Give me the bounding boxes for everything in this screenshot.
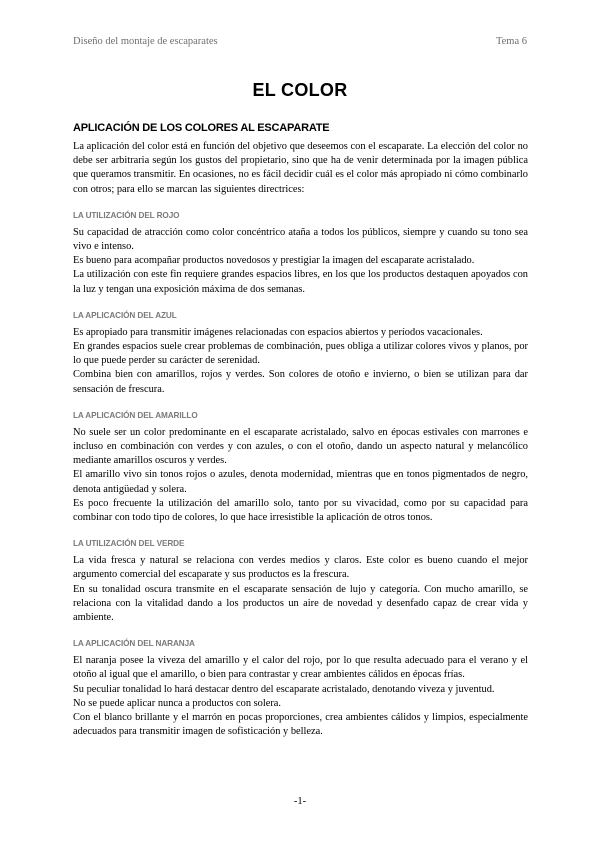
page-number: -1- [293, 796, 307, 807]
header-document-title: Diseño del montaje de escaparates [73, 36, 218, 47]
page-header [73, 36, 527, 47]
paragraph: La utilización con este fin requiere grandes espacios libres, en los que los productos destaquen apoyados con la luz y tengan una exposición máxima de dos semanas. [73, 269, 528, 295]
paragraph: Es bueno para acompañar productos novedosos y prestigiar la imagen del escaparate acristalado. [73, 255, 475, 267]
paragraph: Su capacidad de atracción como color concéntrico ataña a todos los públicos, siempre y cuando su tono sea vivo e intenso. [73, 226, 528, 253]
subsection-yellow [73, 411, 528, 525]
header-topic: Tema 6 [495, 36, 527, 47]
paragraph: En grandes espacios suele crear problemas de combinación, pues obliga a utilizar colores vivos y planos, por lo que puede perder su carácter de serenidad. [73, 341, 528, 367]
paragraph: Es poco frecuente la utilización del amarillo solo, tanto por su vivacidad, como por su capacidad para combinar con todo tipo de colores, lo que hace irresistible la aplicación de otros tonos. [73, 497, 528, 524]
page-title: EL COLOR [252, 80, 348, 100]
subsection-title: LA APLICACIÓN DEL NARANJA [73, 639, 195, 649]
paragraph: En su tonalidad oscura transmite en el escaparate sensación de lujo y categoría. Con mucho amarillo, se relaciona con la vitalidad dando a los productos un aire de novedad y desenfado capaz de crear vida y ambiente. [73, 583, 528, 624]
paragraph: El naranja posee la viveza del amarillo y el calor del rojo, por lo que resulta adecuado para el verano y el otoño al igual que el amarillo, o bien para contrastar y crear ambientes cálidos en épocas frías. [73, 655, 528, 681]
subsection-blue [73, 311, 528, 397]
section-title: APLICACIÓN DE LOS COLORES AL ESCAPARATE [73, 122, 330, 134]
paragraph: Con el blanco brillante y el marrón en pocas proporciones, crea ambientes cálidos y limpios, especialmente adecuados para transmitir imagen de sofisticación y belleza. [73, 712, 528, 738]
paragraph: No suele ser un color predominante en el escaparate acristalado, salvo en épocas estivales con marrones e incluso en combinación con verdes y con azules, o con el otoño, dando un aspecto natural y melancólico mediante amarillos oscuros y verdes. [73, 426, 528, 467]
paragraph: Combina bien con amarillos, rojos y verdes. Son colores de otoño e invierno, o bien se utilizan para dar sensación de frescura. [73, 369, 528, 395]
subsection-title: LA UTILIZACIÓN DEL VERDE [73, 539, 185, 549]
subsection-green [73, 539, 528, 625]
paragraph: No se puede aplicar nunca a productos con solera. [73, 697, 282, 709]
subsection-title: LA UTILIZACIÓN DEL ROJO [73, 210, 180, 220]
paragraph: Es apropiado para transmitir imágenes relacionadas con espacios abiertos y períodos vacacionales. [73, 326, 483, 338]
paragraph: Su peculiar tonalidad lo hará destacar dentro del escaparate acristalado, denotando viveza y juventud. [73, 683, 495, 695]
section-intro: La aplicación del color está en función del objetivo que deseemos con el escaparate. La elección del color no debe ser arbitraria según los gustos del propietario, sino que ha de venir determinada por la imagen pública que queramos transmitir. En ocasiones, no es fácil decidir cuál es el color más apropiado ni cómo combinarlo con otros; para ello se marcan las siguientes directrices: [73, 141, 528, 195]
subsection-orange [73, 639, 528, 739]
subsection-title: LA APLICACIÓN DEL AZUL [73, 310, 177, 320]
document-body [73, 122, 528, 740]
paragraph: El amarillo vivo sin tonos rojos o azules, denota modernidad, mientras que en tonos pigmentados de negro, denota antigüedad y solera. [73, 469, 528, 495]
subsection-red [73, 211, 528, 297]
subsection-title: LA APLICACIÓN DEL AMARILLO [73, 410, 198, 420]
paragraph: La vida fresca y natural se relaciona con verdes medios y claros. Este color es bueno cuando el mejor argumento comercial del escaparate y sus productos es la frescura. [73, 555, 528, 581]
